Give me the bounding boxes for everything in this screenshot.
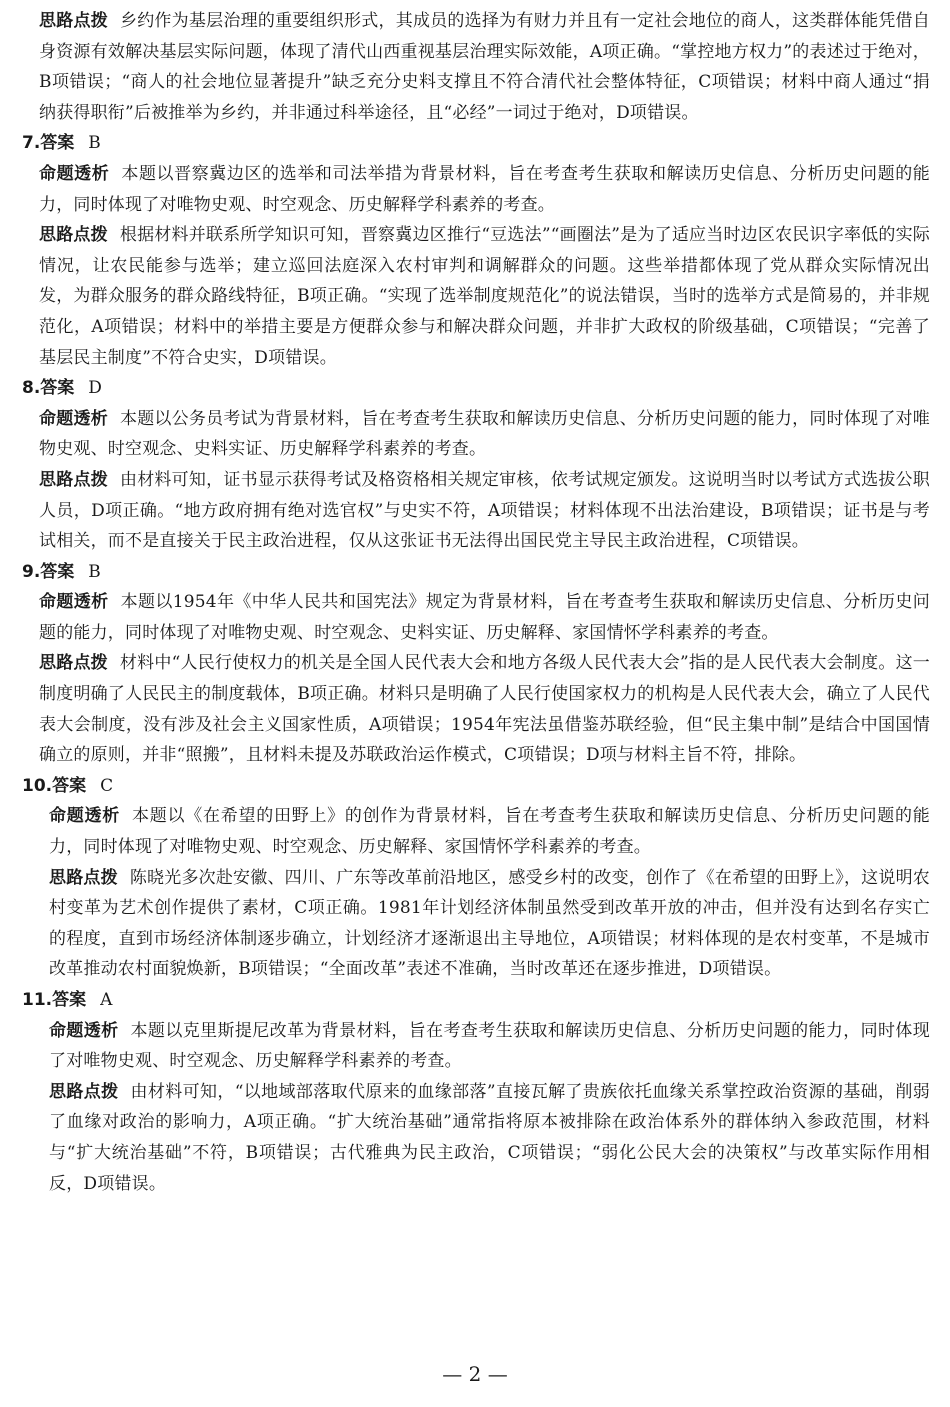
reasoning-text: 材料中“人民行使权力的机关是全国人民代表大会和地方各级人民代表大会”指的是人民代表大会制度。这一制度明确了人民民主的制度载体，B项正确。材料只是明确了人民行使国家权力的机构是人民代表大会，确立了人民代表大会制度，没有涉及社会主义国家性质，A项错误；1954年宪法虽借鉴苏联经验，但“民主集中制”是结合中国国情确立的原则，并非“照搬”，且材料未提及苏联政治运作模式，C项错误；D项与材料主旨不符，排除。	[39, 653, 930, 766]
answer-value: A	[100, 990, 113, 1010]
answer-value: C	[100, 775, 114, 796]
reasoning-text: 根据材料并联系所学知识可知，晋察冀边区推行“豆选法”“画圈法”是为了适应当时边区农民识字率低的实际情况，让农民能参与选举；建立巡回法庭深入农村审判和调解群众的问题。这些举措都体现了党从群众实际情况出发，为群众服务的群众路线特征，B项正确。“实现了选举制度规范化”的说法错误，当时的选举方式是简易的，并非规范化，A项错误；材料中的举措主要是方便群众参与和解决群众问题，并非扩大政权的阶级基础，C项错误；“完善了基层民主制度”不符合史实，D项错误。	[39, 225, 930, 368]
reasoning-label: 思路点拨	[49, 867, 118, 888]
analysis-text: 本题以公务员考试为背景材料，旨在考查考生获取和解读历史信息、分析历史问题的能力，同时体现了对唯物史观、时空观念、史料实证、历史解释学科素养的考查。	[39, 408, 930, 460]
reasoning-paragraph	[22, 220, 930, 373]
reasoning-paragraph-prev	[22, 6, 930, 128]
question-header	[22, 771, 930, 802]
analysis-label: 命题透析	[49, 806, 120, 827]
reasoning-text: 陈晓光多次赴安徽、四川、广东等改革前沿地区，感受乡村的改变，创作了《在希望的田野上》，这说明农村变革为艺术创作提供了素材，C项正确。1981年计划经济体制虽然受到改革开放的冲击，但并没有达到名存实亡的程度，直到市场经济体制逐步确立，计划经济才逐渐退出主导地位，A项错误；材料体现的是农村变革，不是城市改革推动农村面貌焕新，B项错误；“全面改革”表述不准确，当时改革还在逐步推进，D项错误。	[49, 867, 930, 980]
question-header	[22, 557, 930, 588]
reasoning-label: 思路点拨	[39, 469, 108, 490]
question-block-9	[22, 557, 930, 771]
question-number: 9.	[22, 561, 41, 582]
reasoning-text: 由材料可知，证书显示获得考试及格资格相关规定审核，依考试规定颁发。这说明当时以考试方式选拔公职人员，D项正确。“地方政府拥有绝对选官权”与史实不符，A项错误；材料体现不出法治建设，B项错误；证书是与考试相关，而不是直接关于民主政治进程，仅从这张证书无法得出国民党主导民主政治进程，C项错误。	[39, 469, 930, 552]
question-block-10	[22, 771, 930, 985]
answer-value: D	[88, 378, 102, 399]
page-number: — 2 —	[442, 1362, 508, 1386]
question-number: 8.	[22, 378, 41, 399]
reasoning-paragraph	[22, 1077, 930, 1199]
reasoning-label: 思路点拨	[39, 653, 108, 674]
question-header	[22, 373, 930, 404]
analysis-text: 本题以《在希望的田野上》的创作为背景材料，旨在考查考生获取和解读历史信息、分析历史问题的能力，同时体现了对唯物史观、时空观念、历史解释、家国情怀学科素养的考查。	[49, 806, 930, 858]
reasoning-paragraph	[22, 465, 930, 557]
analysis-label: 命题透析	[39, 408, 108, 429]
analysis-label: 命题透析	[49, 1020, 119, 1041]
question-header	[22, 128, 930, 159]
analysis-text: 本题以1954年《中华人民共和国宪法》规定为背景材料，旨在考查考生获取和解读历史信息、分析历史问题的能力，同时体现了对唯物史观、时空观念、史料实证、历史解释、家国情怀学科素养的考查。	[39, 592, 930, 643]
answer-label: 答案	[40, 378, 75, 399]
reasoning-label: 思路点拨	[39, 225, 108, 246]
answer-value: B	[88, 133, 101, 154]
analysis-label: 命题透析	[39, 592, 109, 613]
question-block-8	[22, 373, 930, 557]
reasoning-paragraph	[22, 648, 930, 770]
analysis-paragraph	[22, 404, 930, 465]
question-number: 7.	[22, 133, 41, 154]
answer-key-content	[22, 6, 930, 1199]
analysis-paragraph	[22, 1016, 930, 1077]
answer-value: B	[88, 561, 101, 582]
analysis-paragraph	[22, 159, 930, 220]
reasoning-text: 由材料可知，“以地域部落取代原来的血缘部落”直接瓦解了贵族依托血缘关系掌控政治资源的基础，削弱了血缘对政治的影响力，A项正确。“扩大统治基础”通常指将原本被排除在政治体系外的群体纳入参政范围，材料与“扩大统治基础”不符，B项错误；古代雅典为民主政治，C项错误；“弱化公民大会的决策权”与改革实际作用相反，D项错误。	[49, 1081, 930, 1194]
analysis-paragraph	[22, 801, 930, 862]
analysis-text: 本题以克里斯提尼改革为背景材料，旨在考查考生获取和解读历史信息、分析历史问题的能力，同时体现了对唯物史观、时空观念、历史解释学科素养的考查。	[49, 1020, 930, 1072]
analysis-paragraph	[22, 587, 930, 648]
answer-label: 答案	[40, 561, 75, 582]
answer-label: 答案	[40, 133, 75, 154]
analysis-label: 命题透析	[39, 163, 110, 184]
reasoning-paragraph	[22, 863, 930, 985]
answer-label: 答案	[52, 775, 87, 796]
question-block-7	[22, 128, 930, 373]
reasoning-label: 思路点拨	[39, 11, 108, 31]
reasoning-text: 乡约作为基层治理的重要组织形式，其成员的选择为有财力并且有一定社会地位的商人，这类群体能凭借自身资源有效解决基层实际问题，体现了清代山西重视基层治理实际效能，A项正确。“掌控地方权力”的表述过于绝对，B项错误；“商人的社会地位显著提升”缺乏充分史料支撑且不符合清代社会整体特征，C项错误；材料中商人通过“捐纳获得职衔”后被推举为乡约，并非通过科举途径，且“必经”一词过于绝对，D项错误。	[39, 11, 930, 123]
answer-label: 答案	[52, 990, 87, 1010]
reasoning-label: 思路点拨	[49, 1081, 119, 1102]
analysis-text: 本题以晋察冀边区的选举和司法举措为背景材料，旨在考查考生获取和解读历史信息、分析历史问题的能力，同时体现了对唯物史观、时空观念、历史解释学科素养的考查。	[39, 163, 930, 215]
question-header	[22, 985, 930, 1016]
question-number: 11.	[22, 990, 53, 1010]
question-number: 10.	[22, 775, 53, 796]
question-block-11	[22, 985, 930, 1199]
